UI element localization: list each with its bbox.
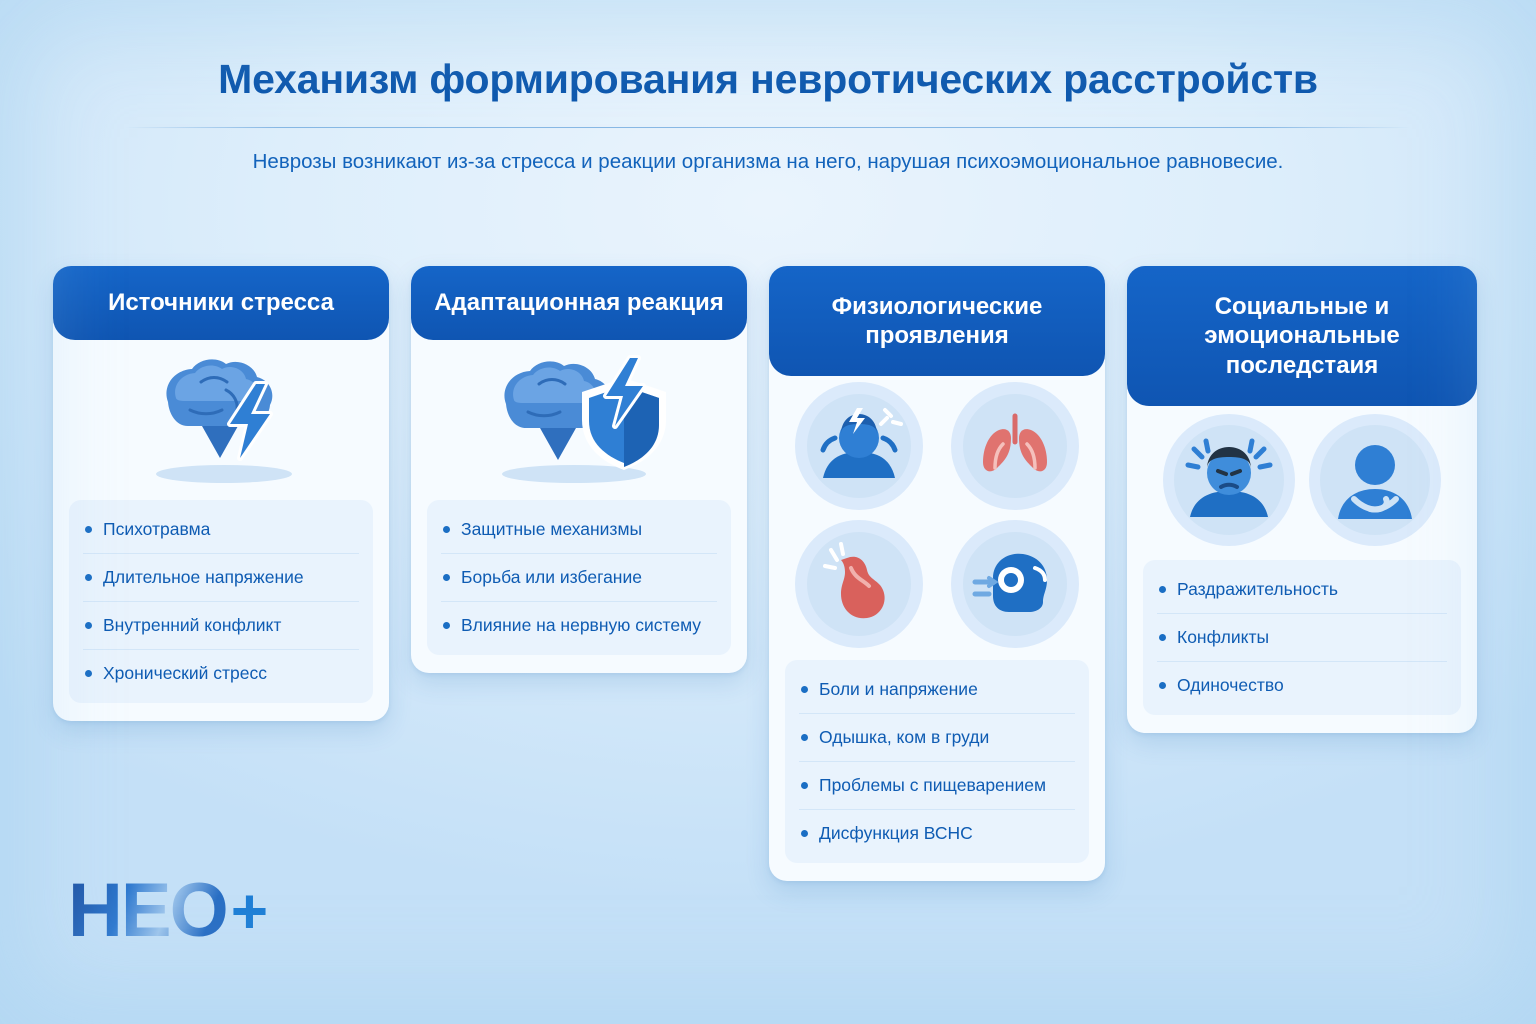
card-body	[1127, 406, 1477, 733]
card-body	[769, 376, 1105, 881]
bullet-icon	[85, 574, 92, 581]
list-item	[799, 762, 1075, 810]
bullet-icon	[85, 526, 92, 533]
page-subtitle: Неврозы возникают из-за стресса и реакции организма на него, нарушая психоэмоциональное равновесие.	[252, 150, 1284, 173]
card-illustration	[1143, 406, 1461, 550]
list-item-label: Раздражительность	[1177, 579, 1339, 599]
card-title: Социальные и эмоциональные последстаия	[1204, 293, 1400, 379]
list-item	[799, 810, 1075, 857]
list-item-label: Проблемы с пищеварением	[819, 775, 1046, 795]
card-illustration	[69, 340, 373, 490]
list-item-label: Хронический стресс	[103, 663, 267, 683]
list-item	[799, 666, 1075, 714]
logo-text: HEO	[68, 868, 227, 953]
list-item-label: Одышка, ком в груди	[819, 727, 990, 747]
list-item	[799, 714, 1075, 762]
list-item-label: Внутренний конфликт	[103, 615, 282, 635]
list-item-label: Конфликты	[1177, 627, 1270, 647]
stomach-icon	[795, 520, 923, 648]
bullet-icon	[801, 830, 808, 837]
card-title: Источники стресса	[108, 289, 334, 317]
list-item	[83, 650, 359, 697]
card-title: Адаптационная реакция	[434, 289, 724, 317]
page-title: Механизм формирования невротических расстройств	[218, 56, 1318, 102]
card-header	[769, 266, 1105, 376]
card-list	[427, 500, 731, 655]
list-item-label: Защитные механизмы	[461, 519, 643, 539]
bullet-icon	[1159, 682, 1166, 689]
card-body	[411, 340, 747, 673]
card-stress-sources	[53, 266, 389, 721]
list-item-label: Психотравма	[103, 519, 211, 539]
list-item	[1157, 662, 1447, 709]
lonely-person-icon	[1309, 414, 1441, 546]
card-title: Физиологические проявления	[831, 292, 1043, 349]
list-item-label: Борьба или избегание	[461, 567, 642, 587]
bullet-icon	[1159, 634, 1166, 641]
bullet-icon	[443, 622, 450, 629]
list-item-label: Дисфункция ВСНС	[819, 823, 973, 843]
list-item	[1157, 566, 1447, 614]
list-item	[83, 506, 359, 554]
card-adaptive-reaction	[411, 266, 747, 673]
card-header	[53, 266, 389, 340]
list-item	[441, 554, 717, 602]
list-item-label: Длительное напряжение	[103, 567, 304, 587]
bullet-icon	[85, 670, 92, 677]
card-body	[53, 340, 389, 721]
bullet-icon	[443, 574, 450, 581]
card-illustration	[427, 340, 731, 490]
card-illustration	[785, 376, 1089, 650]
bullet-icon	[85, 622, 92, 629]
list-item-label: Боли и напряжение	[819, 679, 978, 699]
card-list	[1143, 560, 1461, 715]
bullet-icon	[801, 734, 808, 741]
header-divider	[124, 127, 1412, 128]
list-item	[83, 602, 359, 650]
card-physiological-signs	[769, 266, 1105, 881]
list-item	[441, 602, 717, 649]
card-list	[69, 500, 373, 703]
list-item	[1157, 614, 1447, 662]
angry-person-icon	[1163, 414, 1295, 546]
brain-with-bolt-illustration	[106, 340, 336, 490]
brand-logo	[68, 868, 267, 953]
headache-person-icon	[795, 382, 923, 510]
lungs-icon	[951, 382, 1079, 510]
card-social-emotional-consequences	[1127, 266, 1477, 733]
list-item	[83, 554, 359, 602]
list-item-label: Одиночество	[1177, 675, 1284, 695]
bullet-icon	[801, 782, 808, 789]
bullet-icon	[1159, 586, 1166, 593]
bullet-icon	[443, 526, 450, 533]
bullet-icon	[801, 686, 808, 693]
list-item-label: Влияние на нервную систему	[461, 615, 702, 635]
head-nerve-icon	[951, 520, 1079, 648]
card-list	[785, 660, 1089, 863]
list-item	[441, 506, 717, 554]
header	[0, 56, 1536, 174]
card-header	[1127, 266, 1477, 406]
card-header	[411, 266, 747, 340]
cards-container	[53, 266, 1483, 881]
brain-shield-illustration	[454, 340, 704, 490]
logo-plus-icon: +	[230, 875, 267, 947]
